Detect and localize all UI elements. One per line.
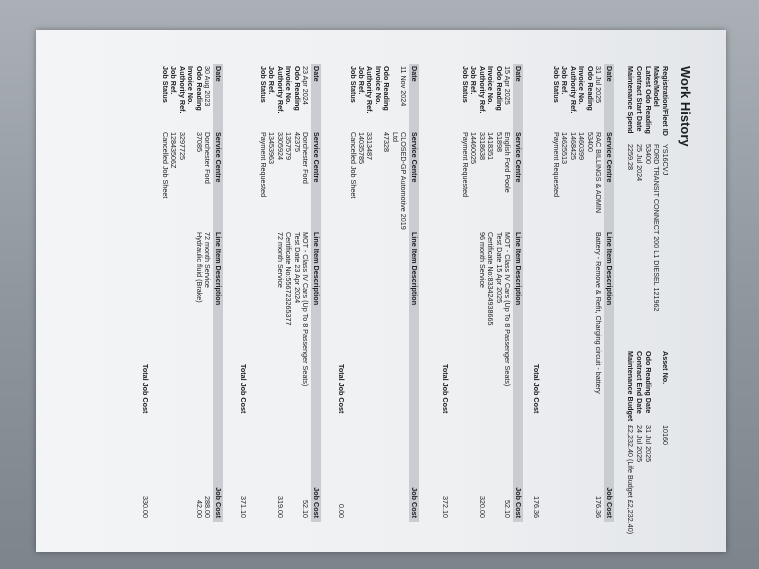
- detail-label: Odo Reading: [292, 66, 302, 111]
- line-item-cost: 52.10: [301, 500, 310, 518]
- job-date: 30 Aug 2023: [203, 66, 212, 107]
- header-label: Contract Start Date: [634, 66, 644, 132]
- detail-value: 14625513: [560, 132, 570, 164]
- detail-value: 42375: [292, 132, 302, 152]
- total-job-cost-label: Total Job Cost: [239, 364, 248, 414]
- detail-value: 14460025: [469, 132, 479, 164]
- job-table-header: [604, 64, 614, 522]
- job-table-header: [409, 64, 419, 522]
- detail-label: Job Status: [348, 66, 358, 103]
- detail-value: Payment Requested: [461, 132, 471, 198]
- line-item-cost: [494, 464, 502, 518]
- job-section: [337, 64, 420, 522]
- column-header-date: Date: [214, 66, 224, 82]
- detail-value: Payment Requested: [552, 132, 562, 198]
- header-label: Latest Odo Reading: [643, 66, 653, 134]
- header-value: YS16CVJ: [661, 144, 670, 176]
- detail-value: 3297725: [177, 132, 187, 160]
- column-header-job-cost: Job Cost: [214, 487, 224, 518]
- total-job-cost-value: 371.10: [239, 496, 248, 518]
- line-item-cost: [284, 464, 292, 518]
- detail-label: Job Ref.: [267, 66, 277, 95]
- service-centre: Dorchester Ford: [203, 132, 212, 184]
- detail-label: Odo Reading: [382, 66, 392, 111]
- header-value: 31 Jul 2025: [643, 425, 653, 463]
- service-centre: CLOSED-GP Automotive 2019 Ltd: [390, 132, 408, 230]
- detail-label: Invoice No.: [486, 66, 496, 105]
- document-title: Work History: [678, 66, 693, 147]
- detail-value: 1460399: [577, 132, 587, 160]
- detail-label: Job Status: [461, 66, 471, 103]
- total-job-cost-label: Total Job Cost: [441, 364, 450, 414]
- line-item-cost: 42.00: [194, 500, 204, 518]
- detail-label: Authority Ref.: [275, 66, 285, 114]
- detail-value: 53400: [585, 132, 595, 152]
- column-header-date: Date: [605, 66, 615, 82]
- job-date: 31 Jul 2025: [594, 66, 603, 104]
- job-body: [161, 64, 213, 522]
- header-label: Asset No.: [661, 351, 670, 385]
- detail-label: Authority Ref.: [568, 66, 578, 114]
- column-header-service-centre: Service Centre: [410, 132, 420, 183]
- line-item-cost: 319.00: [275, 496, 285, 518]
- column-header-job-cost: Job Cost: [514, 487, 524, 518]
- line-item-cost: [292, 464, 300, 518]
- total-job-cost-value: 176.36: [532, 496, 541, 518]
- detail-label: Job Ref.: [357, 66, 367, 95]
- detail-label: Invoice No.: [186, 66, 196, 105]
- detail-label: Odo Reading: [585, 66, 595, 111]
- job-date: 11 Nov 2024: [399, 66, 408, 107]
- line-item-cost: [486, 464, 494, 518]
- line-item-description: MOT - Class IV Cars (Up To 8 Passenger Seats): [503, 232, 512, 387]
- column-header-service-centre: Service Centre: [514, 132, 524, 183]
- detail-label: Job Ref.: [469, 66, 479, 95]
- total-job-cost-value: 372.10: [441, 496, 450, 518]
- detail-value: 12843506Z: [169, 132, 179, 169]
- line-item-cost: 176.36: [594, 496, 603, 518]
- line-item-description: Certificate No:556723265377: [284, 232, 294, 326]
- column-header-line-item: Line Item Description: [605, 232, 615, 306]
- line-item-description: 96 month Service: [477, 232, 487, 288]
- detail-value: 47328: [382, 132, 392, 152]
- job-section: [239, 64, 322, 522]
- total-job-cost-value: 330.00: [141, 496, 150, 518]
- job-table-header: [513, 64, 523, 522]
- detail-value: Cancelled Job Sheet: [161, 132, 171, 199]
- column-header-line-item: Line Item Description: [514, 232, 524, 306]
- job-body: [348, 64, 409, 522]
- line-item-description: 72 month Service: [203, 232, 212, 288]
- line-item-cost: 288.00: [203, 496, 212, 518]
- service-centre: RAC BILLINGS & ADMIN: [594, 132, 603, 214]
- total-job-cost-value: 0.00: [337, 504, 346, 518]
- job-section: [441, 64, 524, 522]
- detail-value: 3305924: [275, 132, 285, 160]
- column-header-service-centre: Service Centre: [214, 132, 224, 183]
- line-item-description: Hydraulic fluid (Brake): [194, 232, 204, 303]
- job-date: 23 Apr 2024: [301, 66, 310, 105]
- job-table-header: [213, 64, 223, 522]
- header-label: Contract End Date: [634, 351, 644, 414]
- line-item-cost: 52.10: [503, 500, 512, 518]
- column-header-date: Date: [514, 66, 524, 82]
- detail-label: Authority Ref.: [177, 66, 187, 114]
- line-item-description: MOT - Class IV Cars (Up To 8 Passenger Seats): [301, 232, 310, 387]
- header-value: 10160: [661, 425, 670, 445]
- job-section: [141, 64, 224, 522]
- line-item-description: Test Date 15 Apr 2025: [494, 232, 504, 304]
- header-label: Maintenance Spend: [626, 66, 636, 134]
- detail-value: [373, 132, 381, 232]
- header-value: 2259.28: [626, 144, 636, 170]
- total-job-cost-label: Total Job Cost: [141, 364, 150, 414]
- service-centre: English Ford Poole: [503, 132, 512, 193]
- header-value: FORD TRANSIT CONNECT 200 L1 DIESEL 121962: [652, 144, 662, 312]
- header-label: Odo Reading Date: [643, 351, 653, 414]
- header-label: Registration/Fleet ID: [661, 66, 670, 136]
- detail-label: Odo Reading: [494, 66, 504, 111]
- header-label: Maintenance Budget: [626, 351, 636, 422]
- detail-label: Authority Ref.: [365, 66, 375, 114]
- header-value: 24 Jul 2025: [634, 425, 644, 463]
- detail-label: Job Status: [552, 66, 562, 103]
- column-header-line-item: Line Item Description: [312, 232, 322, 306]
- header-value: £2,232.40 (Life Budget £2,232.40): [626, 425, 636, 535]
- work-history-document: [69, 58, 709, 535]
- column-header-line-item: Line Item Description: [214, 232, 224, 306]
- job-body: [259, 64, 311, 522]
- detail-label: Invoice No.: [284, 66, 294, 105]
- column-header-service-centre: Service Centre: [312, 132, 322, 183]
- detail-value: 1418351: [486, 132, 496, 160]
- header-value: 25 Jul 2024: [634, 144, 644, 182]
- column-header-job-cost: Job Cost: [605, 487, 615, 518]
- detail-value: 1468425: [568, 132, 578, 160]
- detail-label: Invoice No.: [373, 66, 383, 105]
- column-header-service-centre: Service Centre: [605, 132, 615, 183]
- detail-value: 51898: [494, 132, 504, 152]
- header-value: 53400: [643, 144, 653, 164]
- detail-value: Cancelled Job Sheet: [348, 132, 358, 199]
- column-header-job-cost: Job Cost: [410, 487, 420, 518]
- line-item-description: Test Date 23 Apr 2024: [292, 232, 302, 304]
- service-centre: Dorchester Ford: [301, 132, 310, 184]
- detail-value: 3313487: [365, 132, 375, 160]
- total-job-cost-label: Total Job Cost: [337, 364, 346, 414]
- detail-label: Odo Reading: [194, 66, 204, 111]
- detail-value: 3318638: [477, 132, 487, 160]
- header-left-column: [626, 66, 669, 312]
- detail-value: 13453963: [267, 132, 277, 164]
- detail-value: 14035785: [357, 132, 367, 164]
- detail-label: Job Ref.: [560, 66, 570, 95]
- column-header-line-item: Line Item Description: [410, 232, 420, 306]
- column-header-date: Date: [312, 66, 322, 82]
- detail-label: Invoice No.: [577, 66, 587, 105]
- header-right-column: [626, 351, 669, 534]
- detail-label: Job Ref.: [169, 66, 179, 95]
- job-date: 15 Apr 2025: [503, 66, 512, 105]
- detail-value: 1357579: [284, 132, 294, 160]
- detail-value: [186, 132, 194, 232]
- line-item-description: Certificate No:833424938665: [486, 232, 496, 326]
- header-label: Make/Model: [652, 66, 662, 107]
- detail-label: Authority Ref.: [477, 66, 487, 114]
- detail-value: 37085: [194, 132, 204, 152]
- line-item-description: 72 month Service: [275, 232, 285, 288]
- job-section: [532, 64, 615, 522]
- total-job-cost-label: Total Job Cost: [532, 364, 541, 414]
- column-header-date: Date: [410, 66, 420, 82]
- column-header-job-cost: Job Cost: [312, 487, 322, 518]
- line-item-cost: 320.00: [477, 496, 487, 518]
- job-table-header: [311, 64, 321, 522]
- job-body: [552, 64, 604, 522]
- detail-value: Payment Requested: [259, 132, 269, 198]
- detail-label: Job Status: [161, 66, 171, 103]
- job-body: [461, 64, 513, 522]
- line-item-description: Battery - Remove & Refit, Charging circuit - battery: [594, 232, 603, 394]
- detail-label: Job Status: [259, 66, 269, 103]
